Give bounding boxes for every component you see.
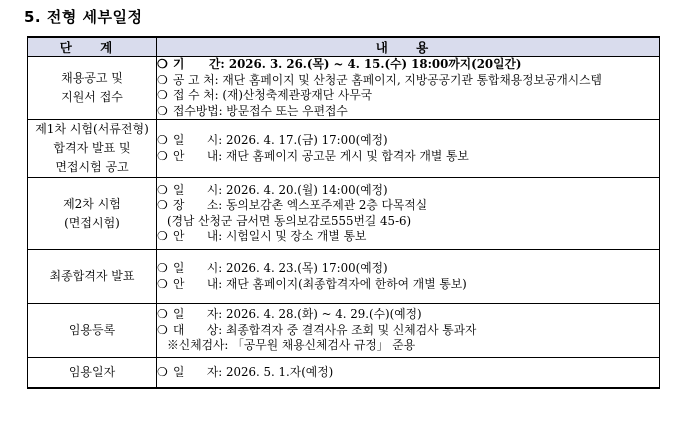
content-text: 기 간: 2026. 3. 26.(목) ~ 4. 15.(수) 18:00까지(20일간)	[173, 57, 522, 71]
circle-bullet-icon: ❍	[157, 103, 168, 118]
content-text: 안 내: 시험일시 및 장소 개별 통보	[173, 229, 367, 243]
table-row	[28, 120, 660, 178]
table-body	[28, 57, 660, 388]
content-text: (경남 산청군 금서면 동의보감로555번길 45-6)	[167, 213, 412, 228]
header-content: 내 용	[157, 37, 660, 57]
content-text: 일 시: 2026. 4. 17.(금) 17:00(예정)	[173, 133, 388, 147]
content-line	[157, 229, 659, 245]
content-text: 안 내: 재단 홈페이지(최종합격자에 한하여 개별 통보)	[173, 276, 467, 291]
content-line	[157, 323, 659, 339]
header-stage: 단 계	[28, 37, 157, 57]
section-title: 5. 전형 세부일정	[24, 8, 143, 26]
content-line	[157, 88, 659, 104]
content-text: 공 고 처: 재단 홈페이지 및 산청군 홈페이지, 지방공공기관 통합채용정보공개시스템	[173, 72, 602, 87]
content-line	[157, 261, 659, 277]
content-text: 안 내: 재단 홈페이지 공고문 게시 및 합격자 개별 통보	[173, 148, 469, 163]
stage-label: 임용등록	[68, 323, 116, 337]
circle-bullet-icon: ❍	[157, 261, 168, 275]
stage-label: (면접시험)	[64, 215, 120, 230]
content-line	[157, 149, 659, 165]
stage-cell	[28, 120, 157, 178]
circle-bullet-icon: ❍	[157, 322, 168, 337]
circle-bullet-icon: ❍	[157, 229, 168, 243]
content-text: 일 자: 2026. 5. 1.자(예정)	[173, 364, 334, 379]
content-line	[157, 73, 659, 89]
stage-label: 제1차 시험(서류전형)	[35, 122, 149, 136]
stage-cell	[28, 358, 157, 388]
table-row	[28, 250, 660, 304]
content-text: 접수방법: 방문접수 또는 우편접수	[173, 103, 348, 118]
table-row	[28, 358, 660, 388]
content-line	[157, 133, 659, 149]
circle-bullet-icon: ❍	[157, 57, 168, 71]
schedule-table	[27, 36, 660, 389]
table-row	[28, 178, 660, 250]
stage-label: 제2차 시험	[63, 196, 121, 211]
content-line	[157, 214, 659, 230]
circle-bullet-icon: ❍	[157, 307, 168, 322]
stage-label: 지원서 접수	[61, 90, 123, 104]
stage-label: 면접시험 공고	[55, 160, 129, 174]
content-cell	[157, 120, 660, 178]
stage-cell	[28, 57, 157, 120]
circle-bullet-icon: ❍	[157, 88, 168, 102]
content-line	[157, 307, 659, 323]
content-cell	[157, 250, 660, 304]
stage-label: 최종합격자 발표	[49, 269, 135, 283]
circle-bullet-icon: ❍	[157, 364, 168, 379]
content-line	[157, 338, 659, 354]
content-cell	[157, 304, 660, 358]
content-cell	[157, 57, 660, 120]
circle-bullet-icon: ❍	[157, 148, 168, 163]
circle-bullet-icon: ❍	[157, 133, 168, 147]
circle-bullet-icon: ❍	[157, 182, 168, 197]
content-line	[157, 183, 659, 199]
content-line	[157, 104, 659, 120]
stage-cell	[28, 250, 157, 304]
content-line	[157, 365, 659, 381]
content-text: 대 상: 최종합격자 중 결격사유 조회 및 신체검사 통과자	[173, 322, 477, 337]
stage-cell	[28, 178, 157, 250]
table-row	[28, 57, 660, 120]
stage-label: 채용공고 및	[61, 71, 123, 85]
content-text: 장 소: 동의보감촌 엑스포주제관 2층 다목적실	[173, 198, 428, 212]
content-cell	[157, 358, 660, 388]
table-header-row	[28, 37, 660, 57]
content-line	[157, 198, 659, 214]
content-line	[157, 277, 659, 293]
content-text: 접 수 처: (재)산청축제관광재단 사무국	[173, 88, 373, 102]
content-text: ※신체검사: 「공무원 채용신체검사 규정」 준용	[167, 338, 416, 353]
content-line	[157, 57, 659, 73]
content-text: 일 시: 2026. 4. 20.(월) 14:00(예정)	[173, 182, 388, 197]
content-text: 일 시: 2026. 4. 23.(목) 17:00(예정)	[173, 261, 388, 275]
stage-label: 합격자 발표 및	[53, 141, 131, 155]
table-row	[28, 304, 660, 358]
stage-label: 임용일자	[68, 364, 116, 379]
circle-bullet-icon: ❍	[157, 72, 168, 87]
stage-cell	[28, 304, 157, 358]
circle-bullet-icon: ❍	[157, 276, 168, 291]
content-text: 일 자: 2026. 4. 28.(화) ~ 4. 29.(수)(예정)	[173, 307, 422, 322]
content-cell	[157, 178, 660, 250]
circle-bullet-icon: ❍	[157, 198, 168, 212]
